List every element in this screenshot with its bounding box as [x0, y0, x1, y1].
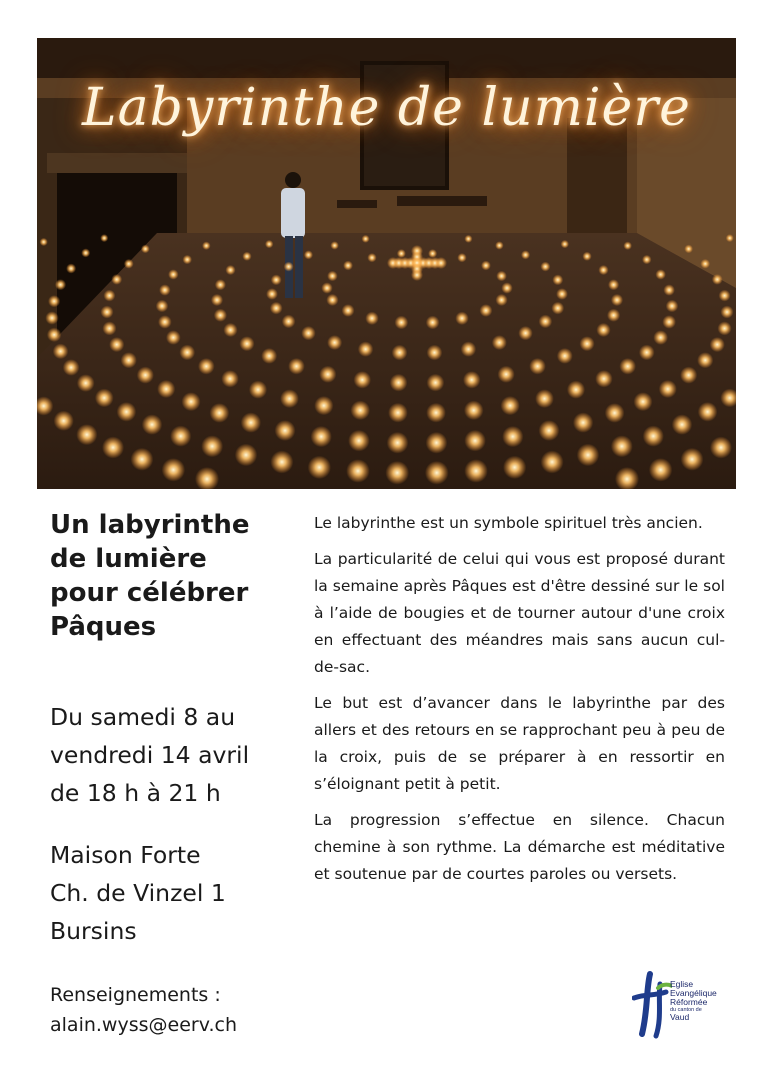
contact-email[interactable]: alain.wyss@eerv.ch: [50, 1014, 237, 1036]
eerv-logo: [632, 970, 742, 1040]
candle-light: [266, 288, 278, 300]
candle-light: [242, 252, 251, 261]
candle-light: [284, 262, 294, 272]
hero-title: Labyrinthe de lumière: [82, 78, 691, 138]
candle-light: [121, 352, 137, 368]
candle-light: [492, 335, 507, 350]
candle-light: [102, 321, 116, 335]
candle-light: [311, 426, 332, 447]
candle-light: [681, 448, 704, 471]
candle-light: [464, 235, 472, 243]
candle-light: [427, 345, 443, 361]
candle-light: [697, 352, 713, 368]
candle-light: [367, 253, 376, 262]
candle-light: [343, 261, 353, 271]
candle-light: [619, 358, 636, 375]
candle-light: [270, 302, 283, 315]
candle-light: [288, 358, 305, 375]
candle-light: [540, 262, 550, 272]
candle-light: [662, 315, 676, 329]
candle-light: [270, 451, 293, 474]
paragraph-3: Le but est d’avancer dans le labyrinthe par des allers et des retours en se rapprochant peu à peu de la croix, puis de se préparer à en ressortir en s’éloignant petit à petit.: [314, 694, 725, 793]
candle-light: [623, 241, 632, 250]
candle-light: [239, 336, 254, 351]
candle-light: [249, 381, 267, 399]
candle-light: [539, 420, 560, 441]
event-location: Maison Forte Ch. de Vinzel 1 Bursins: [50, 841, 226, 945]
candle-light: [464, 459, 488, 483]
candle-light: [580, 336, 595, 351]
candle-light: [271, 274, 282, 285]
candle-light: [495, 241, 503, 249]
candle-light: [607, 309, 620, 322]
candle-light: [496, 271, 507, 282]
candle-light: [541, 451, 564, 474]
candle-light: [342, 304, 355, 317]
candle-light: [81, 248, 90, 257]
headline: Un labyrinthe de lumière pour célébrer Pâques: [50, 510, 250, 642]
candle-light: [426, 403, 446, 423]
candle-light: [535, 389, 554, 408]
candle-light: [387, 432, 409, 454]
candle-light: [261, 348, 277, 364]
candle-light: [215, 279, 226, 290]
candle-light: [455, 312, 468, 325]
candle-light: [464, 401, 483, 420]
candle-light: [346, 459, 370, 483]
candle-light: [157, 380, 175, 398]
candle-light: [282, 315, 296, 329]
candle-light: [326, 294, 338, 306]
candle-light: [321, 282, 332, 293]
candle-light: [392, 345, 408, 361]
candle-light: [573, 412, 593, 432]
candle-light: [684, 245, 693, 254]
candle-light: [672, 414, 692, 434]
candle-light: [480, 304, 493, 317]
candle-light: [567, 381, 585, 399]
description: [314, 510, 725, 897]
candle-light: [611, 435, 633, 457]
candle-light: [634, 392, 653, 411]
candle-light: [170, 426, 191, 447]
logo-line-3: Réformée: [670, 997, 708, 1007]
candle-light: [362, 235, 370, 243]
candle-light: [427, 374, 445, 392]
candle-light: [596, 323, 610, 337]
candle-light: [304, 250, 313, 259]
candle-light: [223, 323, 237, 337]
candle-light: [608, 279, 619, 290]
candle-light: [659, 380, 677, 398]
candle-light: [183, 255, 192, 264]
candle-light: [521, 250, 530, 259]
candle-light: [162, 458, 185, 481]
candle-light: [655, 269, 665, 279]
candle-light: [557, 348, 573, 364]
candle-light: [463, 371, 480, 388]
candle-light: [539, 315, 553, 329]
candle-light: [235, 444, 257, 466]
candle-light: [385, 461, 409, 485]
candle-light: [501, 396, 520, 415]
candle-light: [719, 290, 731, 302]
candle-light: [464, 430, 486, 452]
candle-light: [327, 271, 338, 282]
logo-text: [670, 980, 717, 1022]
candle-light: [502, 426, 523, 447]
candle-light: [710, 437, 732, 459]
candle-light: [435, 257, 447, 269]
candle-light: [104, 290, 116, 302]
candle-light: [551, 302, 564, 315]
candle-light: [47, 328, 61, 342]
candle-light: [649, 458, 672, 481]
candle-light: [718, 321, 732, 335]
candle-light: [518, 326, 532, 340]
candle-light: [425, 461, 449, 485]
candle-light: [461, 341, 476, 356]
candle-light: [241, 412, 261, 432]
candle-light: [156, 300, 169, 313]
candle-light: [66, 263, 76, 273]
logo-line-1: Eglise: [670, 979, 694, 989]
candle-light: [137, 367, 154, 384]
candle-light: [397, 249, 406, 258]
candle-light: [498, 366, 515, 383]
candle-light: [221, 370, 238, 387]
contact-label: Renseignements :: [50, 984, 221, 1006]
candle-light: [354, 371, 371, 388]
candle-light: [117, 402, 137, 422]
candle-light: [639, 345, 655, 361]
candle-light: [496, 294, 508, 306]
candle-light: [210, 403, 230, 423]
candle-light: [102, 437, 124, 459]
candle-light: [643, 426, 664, 447]
candle-light: [308, 456, 331, 479]
candle-light: [280, 389, 299, 408]
candle-light: [55, 279, 66, 290]
candle-light: [330, 241, 338, 249]
candle-light: [211, 294, 223, 306]
candle-light: [428, 249, 437, 258]
candle-light: [327, 335, 342, 350]
candle-light: [182, 392, 201, 411]
hero-photo: [37, 38, 736, 489]
candle-light: [265, 240, 273, 248]
candle-light: [202, 241, 211, 250]
candle-light: [275, 420, 296, 441]
candle-light: [666, 300, 679, 313]
candle-light: [611, 294, 623, 306]
paragraph-2: La particularité de celui qui vous est proposé durant la semaine après Pâques est d'être dessiné sur le sol à l’aide de bougies et de tourner autour d'une croix en effectuant des méandres mais sans aucun cul-de-sac.: [314, 550, 725, 676]
candle-light: [348, 430, 370, 452]
candle-light: [358, 341, 373, 356]
candle-light: [166, 330, 181, 345]
candle-light: [76, 424, 97, 445]
candle-light: [158, 315, 172, 329]
candle-light: [48, 295, 60, 307]
candle-light: [168, 269, 178, 279]
paragraph-1: Le labyrinthe est un symbole spirituel très ancien.: [314, 514, 703, 532]
candle-light: [100, 234, 108, 242]
candle-light: [395, 316, 409, 330]
candle-light: [698, 402, 718, 422]
candle-light: [109, 337, 124, 352]
candle-light: [501, 282, 512, 293]
logo-line-5: Vaud: [670, 1012, 690, 1022]
candle-light: [45, 311, 58, 324]
candle-light: [721, 306, 734, 319]
candle-light: [124, 259, 134, 269]
candle-light: [111, 274, 122, 285]
logo-line-2: Evangélique: [670, 988, 717, 998]
candle-light: [411, 269, 423, 281]
candle-light: [201, 435, 223, 457]
candle-light: [142, 414, 162, 434]
candle-light: [426, 432, 448, 454]
candle-light: [77, 374, 95, 392]
candle-light: [40, 238, 48, 246]
candle-light: [653, 330, 668, 345]
candle-light: [595, 370, 612, 387]
candle-light: [53, 344, 69, 360]
candle-light: [198, 358, 215, 375]
candle-light: [712, 274, 723, 285]
candle-light: [351, 401, 370, 420]
candle-light: [301, 326, 315, 340]
candle-light: [710, 337, 725, 352]
candle-light: [131, 448, 154, 471]
candle-light: [365, 312, 378, 325]
candle-light: [582, 252, 591, 261]
candle-light: [388, 403, 408, 423]
candle-light: [577, 444, 599, 466]
event-dates: Du samedi 8 au vendredi 14 avril de 18 h à 21 h: [50, 703, 250, 807]
candle-light: [457, 253, 466, 262]
left-column: [50, 508, 300, 644]
candle-light: [179, 345, 195, 361]
candle-light: [214, 309, 227, 322]
candle-light: [561, 240, 569, 248]
candle-light: [556, 288, 568, 300]
candle-light: [390, 374, 408, 392]
candle-light: [481, 261, 491, 271]
candle-light: [700, 259, 710, 269]
logo-line-4: du canton de: [670, 1007, 702, 1013]
candle-light: [63, 359, 80, 376]
candle-light: [95, 389, 114, 408]
candle-light: [503, 456, 526, 479]
candle-light: [680, 367, 697, 384]
candle-light: [101, 306, 114, 319]
candle-light: [663, 284, 674, 295]
candle-light: [225, 265, 235, 275]
cross-logo-icon: [632, 970, 672, 1040]
candle-light: [141, 245, 150, 254]
candle-light: [426, 316, 440, 330]
candle-light: [319, 366, 336, 383]
candle-light: [642, 255, 651, 264]
candle-light: [529, 358, 546, 375]
candle-light: [605, 403, 625, 423]
contact-block: [50, 980, 237, 1040]
candle-light: [159, 284, 170, 295]
paragraph-4: La progression s’effectue en silence. Chacun chemine à son rythme. La démarche est méditative et soutenue par de courtes paroles ou versets.: [314, 811, 725, 883]
candle-light: [54, 411, 74, 431]
candle-light: [726, 234, 734, 242]
candle-light: [598, 265, 608, 275]
candle-light: [314, 396, 333, 415]
candle-light: [552, 274, 563, 285]
